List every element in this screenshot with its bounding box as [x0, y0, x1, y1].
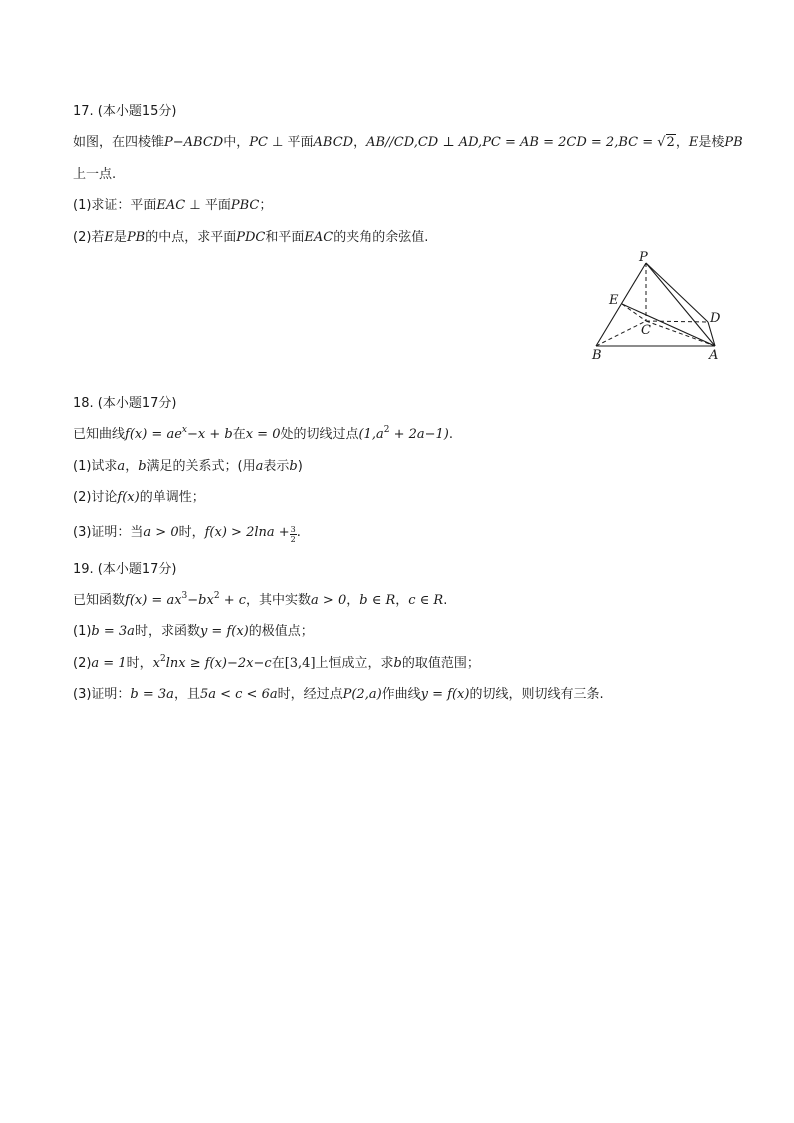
- pyramid-figure: [586, 248, 736, 368]
- q18-part3-text-1: (3)证明：当: [73, 525, 144, 540]
- label-E: E: [609, 293, 619, 308]
- q19-part1-text-1: (1): [73, 624, 92, 639]
- q18-intro-math-2: −x + b: [186, 427, 233, 442]
- q18-intro-math-5: + 2a−1): [389, 427, 449, 442]
- q18-part3-text-2: 时，: [178, 525, 205, 540]
- q17-part2-text-5: 的夹角的余弦值.: [333, 230, 429, 245]
- q18-part1-math-1: a: [117, 459, 126, 474]
- q18-part2: [73, 489, 205, 507]
- q18-part1-math-4: b: [289, 459, 298, 474]
- q18-part1-text-3: 满足的关系式；(用: [146, 459, 256, 474]
- q17-intro-math-1: P−ABCD: [164, 135, 224, 150]
- q18-part1-text-4: 表示: [263, 459, 290, 474]
- label-B: B: [592, 348, 602, 363]
- q18-part1-math-3: a: [255, 459, 264, 474]
- q17-part1: [73, 197, 272, 215]
- label-A: A: [709, 348, 719, 363]
- q19-intro-text-4: ，: [395, 593, 409, 608]
- q19-part3-math-4: y = f(x): [420, 687, 470, 702]
- q17-intro-text-4: ，: [353, 135, 367, 150]
- label-P: P: [639, 250, 648, 265]
- q19-intro-text-5: .: [443, 593, 448, 608]
- q19-part2-math-3: lnx ≥ f(x)−2x−c: [165, 656, 272, 671]
- q19-intro: [73, 592, 447, 610]
- edge-EA: [622, 304, 715, 346]
- q19-header: 19. (本小题17分): [73, 562, 177, 577]
- q19-part3-text-2: ，且: [173, 687, 200, 702]
- q19-intro-math-3: + c: [219, 593, 247, 608]
- q19-intro-text-3: ，: [346, 593, 360, 608]
- q17-intro-text-1: 如图，在四棱锥: [73, 135, 165, 150]
- q17-intro: [73, 134, 743, 152]
- q18-header: 18. (本小题17分): [73, 396, 177, 411]
- q18-intro: [73, 426, 453, 444]
- q17-part1-text-2: ⊥ 平面: [185, 198, 231, 213]
- q18-intro-text-3: 处的切线过点: [280, 427, 359, 442]
- q18-part3-math-1: a > 0: [143, 525, 179, 540]
- q19-part3-text-4: 作曲线: [381, 687, 421, 702]
- q17-sqrt: √2: [653, 135, 675, 150]
- q19-intro-math-5: b ∈ R: [359, 593, 396, 608]
- q19-part2-math-5: b: [393, 656, 402, 671]
- q19-intro-text-1: 已知函数: [73, 593, 126, 608]
- q19-part3-text-5: 的切线，则切线有三条.: [469, 687, 604, 702]
- q18-part2-math-1: f(x): [117, 490, 140, 505]
- q19-part2-text-3: 在: [271, 656, 285, 671]
- q19-part3-math-1: b = 3a: [130, 687, 174, 702]
- q17-intro-math-6: PB: [724, 135, 743, 150]
- q18-fraction-numerator: 3: [290, 525, 296, 534]
- q18-part3-fraction: [290, 525, 297, 544]
- q19-intro-text-2: ，其中实数: [246, 593, 312, 608]
- q17-part2-text-3: 的中点，求平面: [145, 230, 237, 245]
- q19-part1-math-1: b = 3a: [91, 624, 135, 639]
- q17-part1-math-1: EAC: [156, 198, 186, 213]
- q18-part1-text-2: ，: [125, 459, 139, 474]
- q18-intro-math-4: (1,a: [358, 427, 384, 442]
- edge-PB: [596, 263, 646, 346]
- q18-intro-sup-2: 2: [383, 425, 390, 435]
- q19-part1: [73, 623, 314, 641]
- q17-intro-math-4: AB//CD,CD ⊥ AD,PC = AB = 2CD = 2,BC =: [366, 135, 654, 150]
- q17-intro-math-5: E: [688, 135, 699, 150]
- q19-part2-sup: 2: [159, 654, 166, 664]
- q19-part1-text-3: 的极值点；: [248, 624, 314, 639]
- q17-part2-math-3: PDC: [236, 230, 266, 245]
- q19-intro-math-2: −bx: [187, 593, 214, 608]
- q17-part2-math-2: PB: [126, 230, 146, 245]
- q18-intro-math-1: f(x) = ae: [125, 427, 182, 442]
- q19-part2-text-2: 时，: [126, 656, 153, 671]
- q19-part2-text-1: (2): [73, 656, 92, 671]
- q18-intro-text-4: .: [448, 427, 454, 442]
- q19-part2: [73, 655, 480, 673]
- q17-part2-text-1: (2)若: [73, 230, 105, 245]
- q19-intro-sup-1: 3: [181, 591, 188, 601]
- q19-part2-math-1: a = 1: [91, 656, 127, 671]
- q19-part3-text-3: 时，经过点: [277, 687, 343, 702]
- q17-part2-text-2: 是: [113, 230, 127, 245]
- q17-intro-text-6: 是棱: [698, 135, 725, 150]
- edge-CD-hidden: [646, 321, 708, 322]
- edge-PD: [646, 263, 708, 322]
- q17-part2-math-4: EAC: [304, 230, 334, 245]
- q19-intro-sup-2: 2: [213, 591, 220, 601]
- q17-part2-math-1: E: [104, 230, 114, 245]
- label-C: C: [641, 323, 651, 338]
- q18-intro-text-2: 在: [232, 427, 246, 442]
- q19-part2-math-4: [3,4]: [284, 656, 316, 671]
- q18-part2-text-2: 的单调性；: [139, 490, 205, 505]
- q19-part2-math-2: x: [152, 656, 160, 671]
- q18-part3: [73, 524, 301, 544]
- q19-intro-math-6: c ∈ R: [408, 593, 444, 608]
- q19-intro-math-4: a > 0: [311, 593, 347, 608]
- q18-intro-math-3: x = 0: [245, 427, 281, 442]
- q19-part1-math-2: y = f(x): [199, 624, 249, 639]
- q17-intro-math-2: PC: [249, 135, 268, 150]
- q18-part3-math-2: f(x) > 2lna +: [204, 525, 290, 540]
- q17-part1-text-1: (1)求证：平面: [73, 198, 157, 213]
- q17-part2: [73, 229, 428, 247]
- q18-intro-sup-1: x: [181, 425, 187, 435]
- q17-part1-text-3: ；: [259, 198, 273, 213]
- q17-intro-text-2: 中，: [223, 135, 250, 150]
- q19-part1-text-2: 时，求函数: [134, 624, 200, 639]
- q18-part1-text-5: ): [297, 459, 303, 474]
- q18-part3-text-3: .: [296, 525, 301, 540]
- q17-sqrt-radicand: 2: [666, 135, 675, 150]
- q19-part3-math-3: P(2,a): [342, 687, 382, 702]
- q17-part1-math-2: PBC: [230, 198, 260, 213]
- q17-intro-math-3: ABCD: [313, 135, 354, 150]
- q17-part2-text-4: 和平面: [265, 230, 305, 245]
- q19-part3: [73, 686, 604, 704]
- q18-intro-text-1: 已知曲线: [73, 427, 126, 442]
- q18-part1-text-1: (1)试求: [73, 459, 118, 474]
- label-D: D: [710, 311, 721, 326]
- q19-part3-text-1: (3)证明：: [73, 687, 131, 702]
- q17-header: 17. (本小题15分): [73, 104, 177, 119]
- q19-part3-math-2: 5a < c < 6a: [199, 687, 278, 702]
- q17-intro-text-5: ，: [675, 135, 689, 150]
- q18-part1-math-2: b: [138, 459, 147, 474]
- q18-part2-text-1: (2)讨论: [73, 490, 118, 505]
- edge-EC-hidden: [622, 304, 646, 321]
- q17-intro-text-3: ⊥ 平面: [267, 135, 314, 150]
- q18-fraction-denominator: 2: [290, 535, 296, 544]
- q19-part2-text-5: 的取值范围；: [401, 656, 480, 671]
- q17-intro-continuation: 上一点.: [73, 167, 117, 182]
- q19-intro-math-1: f(x) = ax: [125, 593, 182, 608]
- q18-part1: [73, 458, 303, 476]
- q19-part2-text-4: 上恒成立，求: [315, 656, 394, 671]
